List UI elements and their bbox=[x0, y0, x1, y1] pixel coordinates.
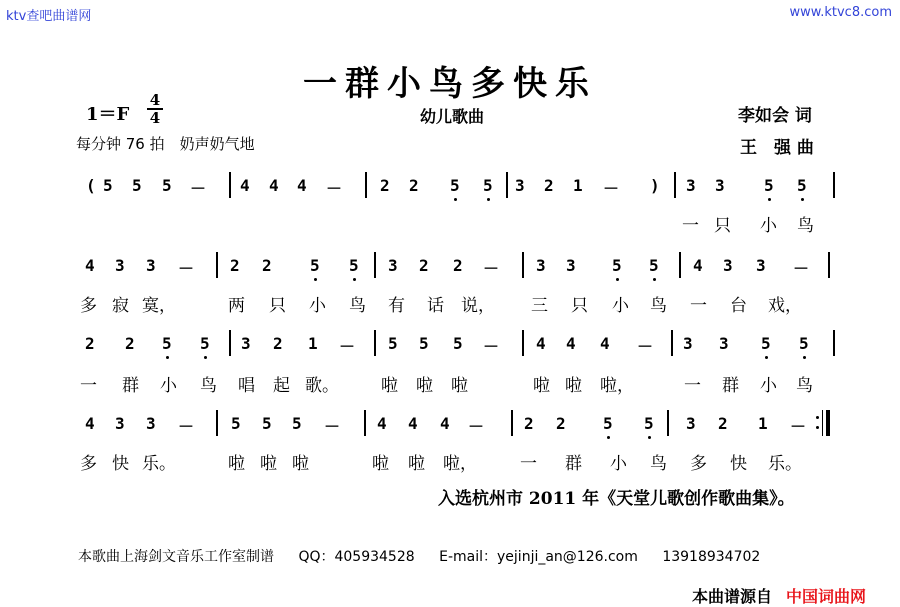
jianpu-note: 2 bbox=[544, 176, 554, 195]
lyric-syllable: 三 bbox=[531, 296, 548, 316]
jianpu-note: 4 bbox=[600, 334, 610, 353]
jianpu-note: 2 bbox=[125, 334, 135, 353]
jianpu-note: － bbox=[603, 179, 620, 198]
source-label: 本曲谱源自 bbox=[692, 587, 773, 606]
song-title: 一群小鸟多快乐 bbox=[303, 64, 597, 104]
lyric-syllable: 群 bbox=[565, 454, 582, 474]
lyric-syllable: 台 bbox=[730, 296, 747, 316]
lyric-syllable: 小 bbox=[160, 376, 177, 396]
lyric-syllable: 只 bbox=[571, 296, 588, 316]
jianpu-note: 3 bbox=[723, 256, 733, 275]
jianpu-note: 1 bbox=[758, 414, 768, 433]
jianpu-note: 2 bbox=[419, 256, 429, 275]
jianpu-note: 3 bbox=[241, 334, 251, 353]
lyric-syllable: 寞， bbox=[142, 296, 176, 316]
email-contact: E-mail：yejinji_an@126.com bbox=[439, 549, 638, 565]
lyric-syllable: 小 bbox=[612, 296, 629, 316]
bar-line bbox=[216, 252, 218, 278]
composer: 王 强 曲 bbox=[740, 138, 814, 158]
jianpu-note: 5 bbox=[419, 334, 429, 353]
jianpu-note: 2 bbox=[524, 414, 534, 433]
key-signature: 1＝F bbox=[86, 104, 130, 125]
lyric-syllable: 小 bbox=[760, 216, 777, 236]
lower-octave-dot bbox=[765, 356, 768, 359]
lyricist: 李如会 词 bbox=[738, 106, 812, 126]
jianpu-note: 5 bbox=[603, 414, 613, 433]
bar-line bbox=[229, 172, 231, 198]
jianpu-note: 4 bbox=[693, 256, 703, 275]
jianpu-note: － bbox=[324, 417, 341, 436]
time-signature-bottom: 4 bbox=[149, 109, 161, 127]
qq-contact: QQ：405934528 bbox=[298, 549, 415, 565]
lyric-syllable: 群 bbox=[722, 376, 739, 396]
lyric-syllable: 群 bbox=[122, 376, 139, 396]
jianpu-note: 2 bbox=[556, 414, 566, 433]
bar-line bbox=[374, 330, 376, 356]
jianpu-note: ) bbox=[650, 176, 660, 195]
lyric-syllable: 话 bbox=[427, 296, 444, 316]
lyric-syllable: 快 bbox=[112, 454, 129, 474]
source-site: 中国词曲网 bbox=[786, 587, 867, 606]
lyric-syllable: 起 bbox=[273, 376, 290, 396]
jianpu-note: 2 bbox=[273, 334, 283, 353]
bar-line bbox=[522, 252, 524, 278]
lower-octave-dot bbox=[353, 278, 356, 281]
lower-octave-dot bbox=[801, 198, 804, 201]
jianpu-note: 5 bbox=[797, 176, 807, 195]
jianpu-note: 3 bbox=[115, 414, 125, 433]
lyric-syllable: 两 bbox=[228, 296, 245, 316]
jianpu-note: 5 bbox=[644, 414, 654, 433]
jianpu-note: 5 bbox=[162, 176, 172, 195]
site-watermark-right: www.ktvc8.com bbox=[789, 5, 892, 20]
jianpu-note: － bbox=[339, 337, 356, 356]
jianpu-note: 3 bbox=[146, 414, 156, 433]
lyric-syllable: 啦 bbox=[228, 454, 245, 474]
bar-line bbox=[374, 252, 376, 278]
jianpu-note: 5 bbox=[310, 256, 320, 275]
jianpu-note: ( bbox=[86, 176, 96, 195]
jianpu-note: 2 bbox=[230, 256, 240, 275]
lyric-syllable: 鸟 bbox=[797, 216, 814, 236]
song-genre: 幼儿歌曲 bbox=[420, 107, 485, 126]
lyric-syllable: 一 bbox=[682, 216, 699, 236]
lyric-syllable: 寂 bbox=[112, 296, 129, 316]
bar-line bbox=[674, 172, 676, 198]
lower-octave-dot bbox=[314, 278, 317, 281]
lower-octave-dot bbox=[487, 198, 490, 201]
lyric-syllable: 啦 bbox=[260, 454, 277, 474]
jianpu-note: 5 bbox=[262, 414, 272, 433]
jianpu-note: － bbox=[790, 417, 807, 436]
jianpu-note: 2 bbox=[262, 256, 272, 275]
lyric-syllable: 小 bbox=[610, 454, 627, 474]
time-signature bbox=[147, 93, 163, 125]
lyric-syllable: 乐。 bbox=[142, 454, 176, 474]
lyric-syllable: 有 bbox=[388, 296, 405, 316]
jianpu-note: 5 bbox=[799, 334, 809, 353]
jianpu-note: 3 bbox=[756, 256, 766, 275]
lyric-syllable: 啦 bbox=[381, 376, 398, 396]
lyric-syllable: 鸟 bbox=[650, 454, 667, 474]
jianpu-note: 3 bbox=[683, 334, 693, 353]
lower-octave-dot bbox=[803, 356, 806, 359]
jianpu-note: 3 bbox=[719, 334, 729, 353]
bar-line bbox=[667, 410, 669, 436]
jianpu-note: 5 bbox=[483, 176, 493, 195]
lyric-syllable: 一 bbox=[80, 376, 97, 396]
lower-octave-dot bbox=[454, 198, 457, 201]
jianpu-note: 5 bbox=[764, 176, 774, 195]
lyric-syllable: 只 bbox=[269, 296, 286, 316]
jianpu-note: － bbox=[178, 417, 195, 436]
site-watermark-left: ktv查吧曲谱网 bbox=[6, 9, 92, 24]
lyric-syllable: 啦 bbox=[372, 454, 389, 474]
jianpu-note: 5 bbox=[132, 176, 142, 195]
jianpu-note: 3 bbox=[388, 256, 398, 275]
bar-line bbox=[506, 172, 508, 198]
jianpu-note: 4 bbox=[536, 334, 546, 353]
jianpu-note: 3 bbox=[686, 414, 696, 433]
jianpu-note: 3 bbox=[115, 256, 125, 275]
jianpu-note: 2 bbox=[409, 176, 419, 195]
jianpu-note: 1 bbox=[308, 334, 318, 353]
lyric-syllable: 啦， bbox=[443, 454, 477, 474]
jianpu-note: 3 bbox=[515, 176, 525, 195]
jianpu-note: 2 bbox=[453, 256, 463, 275]
phone-contact: 13918934702 bbox=[662, 549, 761, 565]
lyric-syllable: 鸟 bbox=[200, 376, 217, 396]
bar-line bbox=[833, 172, 835, 198]
lyric-syllable: 多 bbox=[80, 296, 97, 316]
lyric-syllable: 啦 bbox=[533, 376, 550, 396]
jianpu-note: 2 bbox=[718, 414, 728, 433]
jianpu-note: 3 bbox=[686, 176, 696, 195]
jianpu-note: － bbox=[326, 179, 343, 198]
lyric-syllable: 一 bbox=[684, 376, 701, 396]
jianpu-note: 2 bbox=[380, 176, 390, 195]
jianpu-note: 4 bbox=[240, 176, 250, 195]
jianpu-note: 3 bbox=[566, 256, 576, 275]
publication-note: 入选杭州市 2011 年《天堂儿歌创作歌曲集》。 bbox=[438, 489, 795, 509]
lower-octave-dot bbox=[768, 198, 771, 201]
time-signature-top: 4 bbox=[149, 91, 161, 109]
jianpu-note: 5 bbox=[292, 414, 302, 433]
lyric-syllable: 唱 bbox=[238, 376, 255, 396]
jianpu-note: 5 bbox=[200, 334, 210, 353]
jianpu-note: 4 bbox=[297, 176, 307, 195]
jianpu-note: 5 bbox=[453, 334, 463, 353]
jianpu-note: 5 bbox=[761, 334, 771, 353]
jianpu-note: 4 bbox=[566, 334, 576, 353]
lower-octave-dot bbox=[653, 278, 656, 281]
footer-credits bbox=[78, 546, 780, 566]
lyric-syllable: 小 bbox=[309, 296, 326, 316]
lyric-syllable: 啦 bbox=[292, 454, 309, 474]
jianpu-note: 4 bbox=[440, 414, 450, 433]
jianpu-note: － bbox=[190, 179, 207, 198]
lyric-syllable: 啦 bbox=[408, 454, 425, 474]
bar-line bbox=[671, 330, 673, 356]
lyric-syllable: 啦 bbox=[451, 376, 468, 396]
jianpu-note: 3 bbox=[536, 256, 546, 275]
bar-line bbox=[229, 330, 231, 356]
lyric-syllable: 乐。 bbox=[768, 454, 802, 474]
source-credit bbox=[692, 584, 866, 607]
lyric-syllable: 鸟 bbox=[796, 376, 813, 396]
jianpu-note: 1 bbox=[573, 176, 583, 195]
jianpu-note: 3 bbox=[715, 176, 725, 195]
lyric-syllable: 快 bbox=[730, 454, 747, 474]
jianpu-note: － bbox=[483, 259, 500, 278]
lyric-syllable: 说， bbox=[461, 296, 495, 316]
jianpu-note: － bbox=[793, 259, 810, 278]
bar-line bbox=[679, 252, 681, 278]
jianpu-note: － bbox=[483, 337, 500, 356]
lyric-syllable: 戏， bbox=[768, 296, 802, 316]
jianpu-note: 5 bbox=[162, 334, 172, 353]
bar-line bbox=[365, 172, 367, 198]
lyric-syllable: 一 bbox=[690, 296, 707, 316]
jianpu-note: 4 bbox=[408, 414, 418, 433]
lower-octave-dot bbox=[616, 278, 619, 281]
jianpu-note: 5 bbox=[612, 256, 622, 275]
jianpu-note: 4 bbox=[377, 414, 387, 433]
jianpu-note: 5 bbox=[450, 176, 460, 195]
jianpu-note: － bbox=[468, 417, 485, 436]
lyric-syllable: 小 bbox=[760, 376, 777, 396]
lyric-syllable: 多 bbox=[690, 454, 707, 474]
jianpu-note: － bbox=[637, 337, 654, 356]
lyric-syllable: 啦， bbox=[600, 376, 634, 396]
lower-octave-dot bbox=[648, 436, 651, 439]
jianpu-note: 5 bbox=[388, 334, 398, 353]
bar-line bbox=[511, 410, 513, 436]
lyric-syllable: 一 bbox=[520, 454, 537, 474]
jianpu-note: － bbox=[178, 259, 195, 278]
bar-line bbox=[216, 410, 218, 436]
studio-credit: 本歌曲上海剑文音乐工作室制谱 bbox=[78, 549, 274, 565]
lyric-syllable: 歌。 bbox=[305, 376, 339, 396]
jianpu-note: 5 bbox=[231, 414, 241, 433]
lyric-syllable: 只 bbox=[714, 216, 731, 236]
lyric-syllable: 鸟 bbox=[650, 296, 667, 316]
lyric-syllable: 鸟 bbox=[349, 296, 366, 316]
lyric-syllable: 啦 bbox=[565, 376, 582, 396]
jianpu-note: 4 bbox=[269, 176, 279, 195]
tempo-marking: 每分钟 76 拍 奶声奶气地 bbox=[76, 135, 255, 153]
lyric-syllable: 多 bbox=[80, 454, 97, 474]
lower-octave-dot bbox=[607, 436, 610, 439]
jianpu-note: 4 bbox=[85, 414, 95, 433]
jianpu-note: 4 bbox=[85, 256, 95, 275]
lower-octave-dot bbox=[166, 356, 169, 359]
bar-line bbox=[522, 330, 524, 356]
jianpu-note: 2 bbox=[85, 334, 95, 353]
bar-line bbox=[828, 252, 830, 278]
jianpu-note: 5 bbox=[649, 256, 659, 275]
lyric-syllable: 啦 bbox=[416, 376, 433, 396]
jianpu-note: 3 bbox=[146, 256, 156, 275]
jianpu-note: 5 bbox=[103, 176, 113, 195]
jianpu-note: 5 bbox=[349, 256, 359, 275]
bar-line bbox=[833, 330, 835, 356]
lower-octave-dot bbox=[204, 356, 207, 359]
bar-line bbox=[364, 410, 366, 436]
